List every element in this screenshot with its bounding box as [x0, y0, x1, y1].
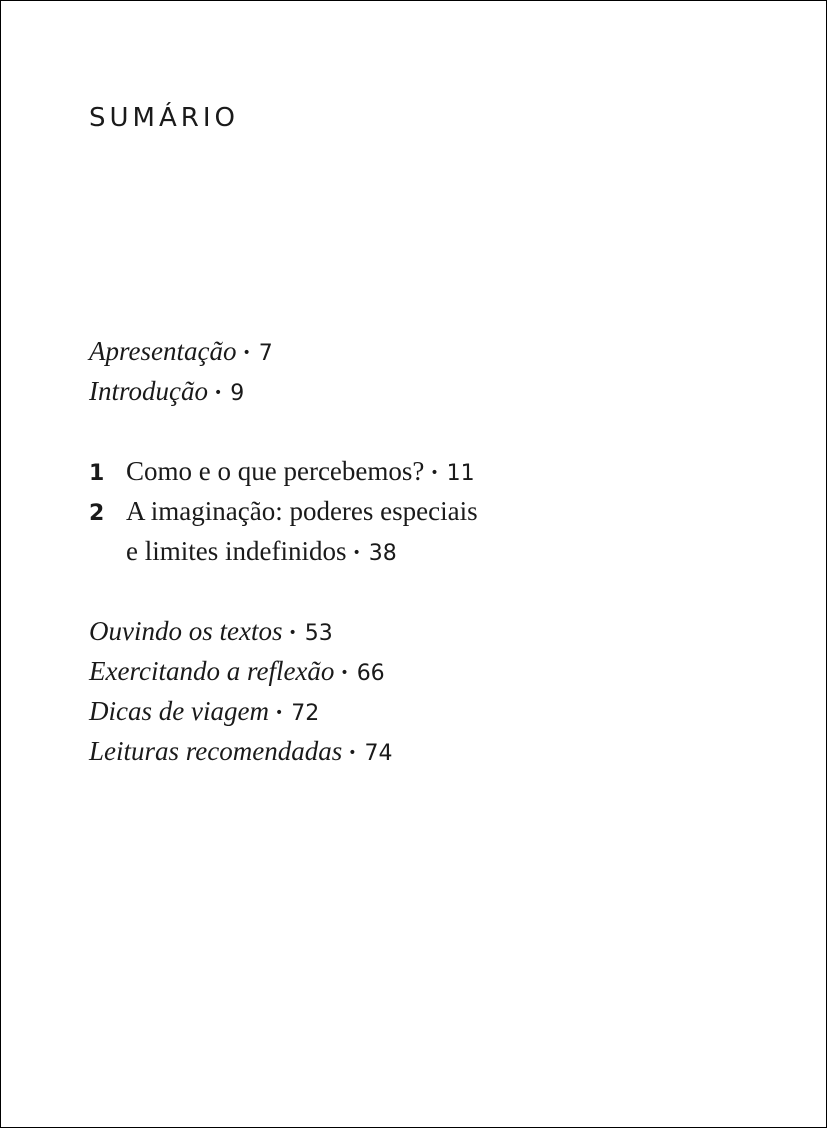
chapter-number: 2	[89, 501, 105, 526]
bullet-separator: •	[274, 705, 284, 721]
bullet-separator: •	[288, 625, 297, 641]
toc-chapter-2-continued	[89, 531, 789, 571]
toc-entry-page: 72	[291, 701, 320, 726]
chapter-title: Como e o que percebemos?	[126, 456, 425, 486]
chapter-page: 38	[368, 541, 397, 566]
toc-entry-page: 53	[304, 621, 333, 646]
bullet-separator: •	[213, 385, 223, 401]
toc-entry-title: Leituras recomendadas	[89, 736, 343, 766]
page-title: SUMÁRIO	[89, 103, 239, 133]
chapter-title-continued: e limites indefinidos	[126, 536, 347, 566]
toc-entry-exercitando	[89, 651, 789, 691]
chapter-page: 11	[446, 461, 475, 486]
spacer	[89, 571, 789, 611]
bullet-separator: •	[348, 745, 357, 761]
toc-entry-title: Introdução	[89, 376, 208, 406]
toc-entry-leituras	[89, 731, 789, 771]
toc-entry-title: Dicas de viagem	[89, 696, 269, 726]
toc-entry-dicas	[89, 691, 789, 731]
toc-entry-page: 9	[230, 381, 245, 406]
toc-entry-title: Ouvindo os textos	[89, 616, 283, 646]
toc-entry-title: Exercitando a reflexão	[89, 656, 335, 686]
toc-chapter-1	[89, 451, 789, 491]
toc-entry-introducao	[89, 371, 789, 411]
bullet-separator: •	[340, 665, 349, 681]
toc-entry-page: 66	[356, 661, 385, 686]
toc-entry-title: Apresentação	[89, 336, 237, 366]
toc-entry-apresentacao	[89, 331, 789, 371]
chapter-number: 1	[89, 461, 105, 486]
toc-entry-page: 7	[258, 341, 273, 366]
bullet-separator: •	[430, 465, 439, 481]
toc-entry-page: 74	[364, 741, 393, 766]
toc-chapter-2	[89, 491, 789, 531]
spacer	[89, 411, 789, 451]
bullet-separator: •	[242, 345, 251, 361]
toc-entry-ouvindo	[89, 611, 789, 651]
bullet-separator: •	[352, 545, 361, 561]
table-of-contents	[89, 331, 789, 771]
chapter-title: A imaginação: poderes especiais	[126, 496, 478, 526]
